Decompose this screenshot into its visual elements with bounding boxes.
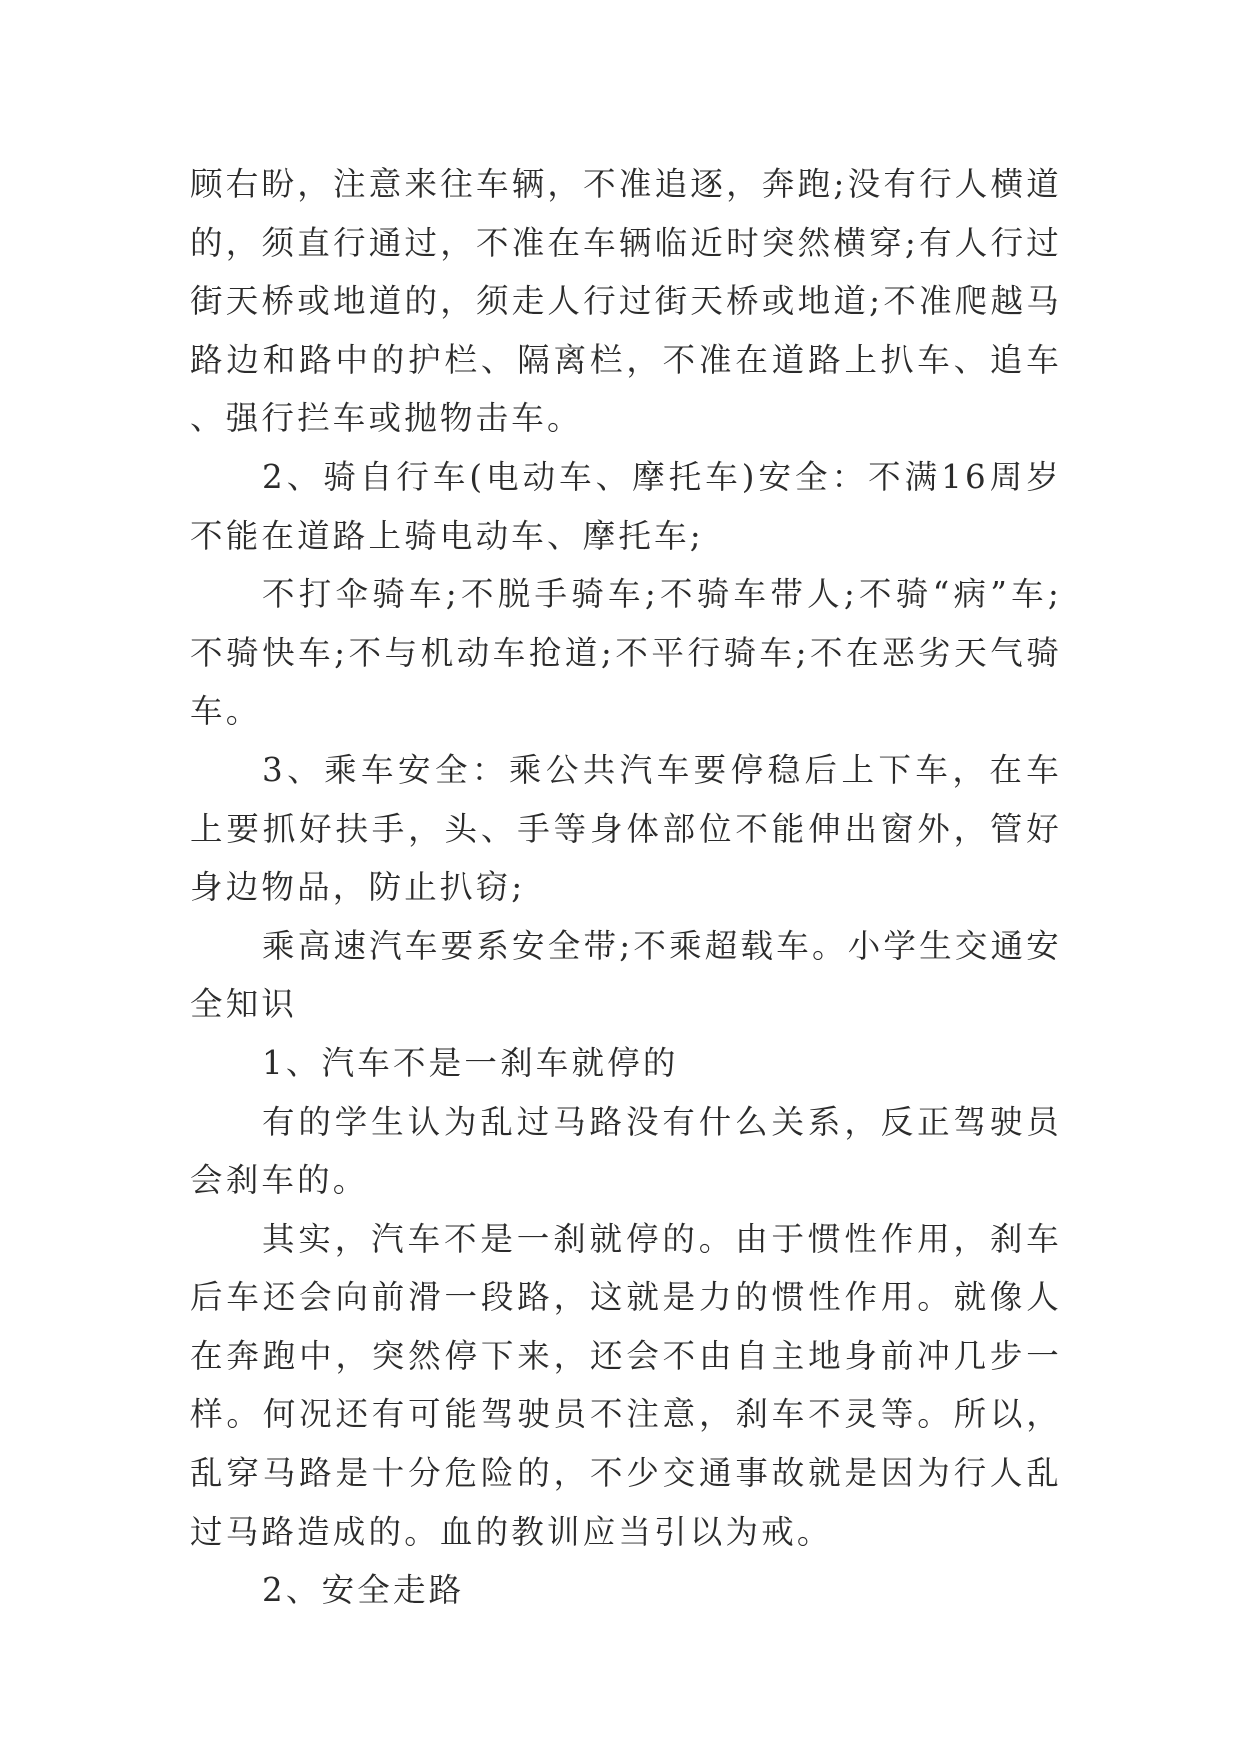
- paragraph-6: 1、汽车不是一刹车就停的: [262, 1043, 679, 1082]
- paragraph-9: 2、安全走路: [262, 1571, 465, 1610]
- paragraph-1: 顾右盼，注意来往车辆，不准追逐，奔跑;没有行人横道的，须直行通过，不准在车辆临近时突然横穿;有人行过街天桥或地道的，须走人行过街天桥或地道;不准爬越马路边和路中的护栏、隔离栏，不准在道路上扒车、追车、强行拦车或抛物击车。: [190, 165, 1062, 438]
- paragraph-8: 其实，汽车不是一刹就停的。由于惯性作用，刹车后车还会向前滑一段路，这就是力的惯性作用。就像人在奔跑中，突然停下来，还会不由自主地身前冲几步一样。何况还有可能驾驶员不注意，刹车不灵等。所以，乱穿马路是十分危险的，不少交通事故就是因为行人乱过马路造成的。血的教训应当引以为戒。: [190, 1219, 1062, 1551]
- paragraph-7: 有的学生认为乱过马路没有什么关系，反正驾驶员会刹车的。: [190, 1102, 1062, 1200]
- paragraph-3: 不打伞骑车;不脱手骑车;不骑车带人;不骑“病”车;不骑快车;不与机动车抢道;不平行骑车;不在恶劣天气骑车。: [190, 575, 1062, 731]
- paragraph-2: 2、骑自行车(电动车、摩托车)安全：不满16周岁不能在道路上骑电动车、摩托车;: [190, 457, 1062, 555]
- paragraph-4: 3、乘车安全：乘公共汽车要停稳后上下车，在车上要抓好扶手，头、手等身体部位不能伸出窗外，管好身边物品，防止扒窃;: [190, 750, 1062, 907]
- paragraph-5: 乘高速汽车要系安全带;不乘超载车。小学生交通安全知识: [190, 926, 1062, 1024]
- document-body: [190, 155, 1062, 1620]
